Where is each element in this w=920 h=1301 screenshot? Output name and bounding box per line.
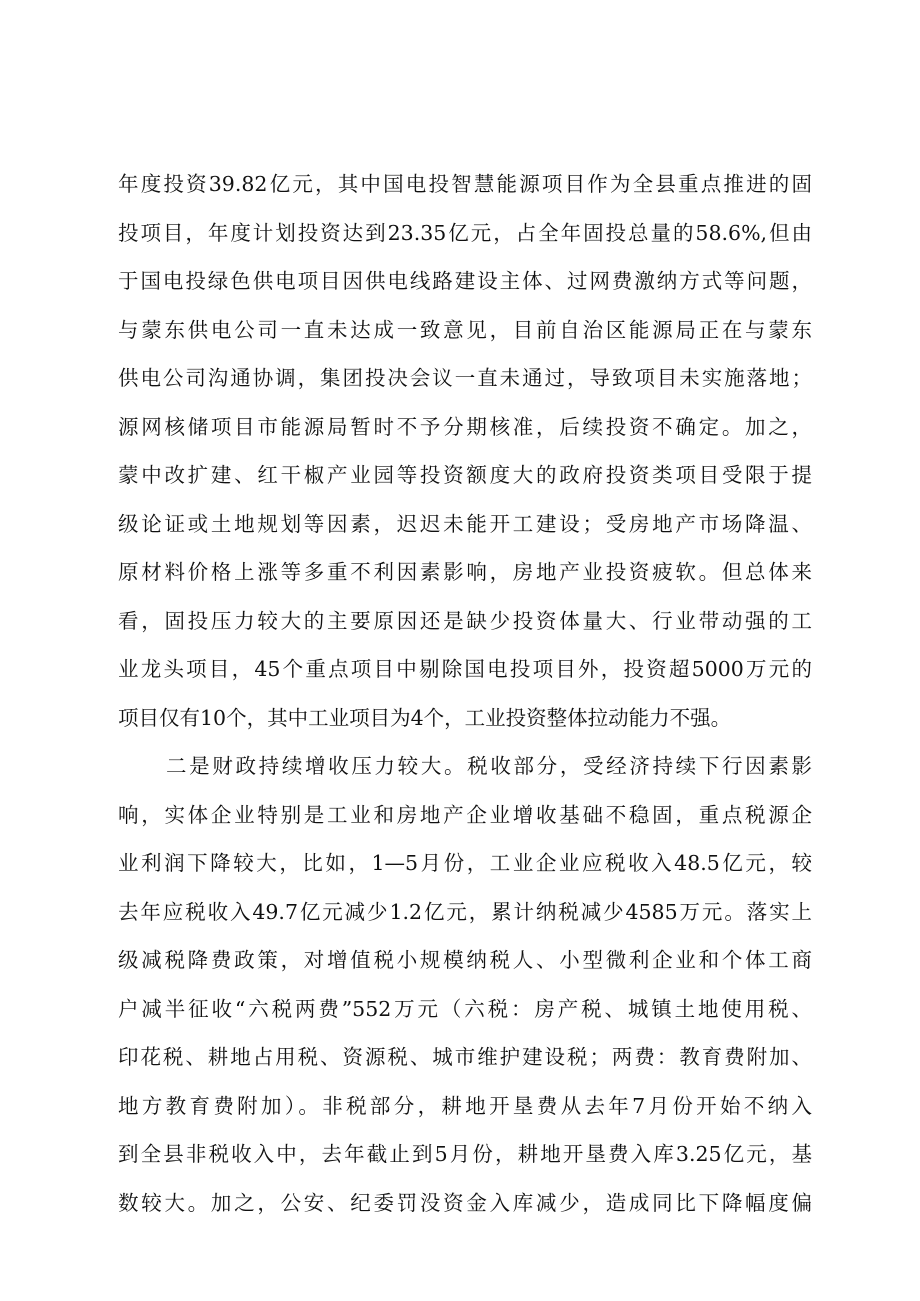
text-line: 项目仅有10个，其中工业项目为4个，工业投资整体拉动能力不强。 (118, 705, 732, 730)
text-line: 业龙头项目，45个重点项目中剔除国电投项目外，投资超5000万元的 (118, 657, 812, 681)
text-line: 原材料价格上涨等多重不利因素影响，房地产业投资疲软。但总体来 (118, 560, 812, 584)
text-line: 于国电投绿色供电项目因供电线路建设主体、过网费激纳方式等问题， (118, 269, 812, 293)
text-line: 印花税、耕地占用税、资源税、城市维护建设税；两费：教育费附加、 (118, 1045, 812, 1069)
text-line: 投项目，年度计划投资达到23.35亿元，占全年固投总量的58.6%,但由 (118, 220, 812, 245)
text-line: 级减税降费政策，对增值税小规模纳税人、小型微利企业和个体工商 (118, 948, 812, 972)
text-line: 二是财政持续增收压力较大。税收部分，受经济持续下行因素影 (166, 754, 812, 778)
text-line: 业利润下降较大，比如，1—5月份，工业企业应税收入48.5亿元，较 (118, 851, 812, 875)
text-line: 与蒙东供电公司一直未达成一致意见，目前自治区能源局正在与蒙东 (118, 317, 812, 342)
text-line: 级论证或土地规划等因素，迟迟未能开工建设；受房地产市场降温、 (118, 511, 812, 536)
text-line: 数较大。加之，公安、纪委罚没资金入库减少，造成同比下降幅度偏 (118, 1190, 812, 1215)
text-line: 地方教育费附加）。非税部分，耕地开垦费从去年7月份开始不纳入 (118, 1093, 812, 1118)
text-line: 源网核储项目市能源局暂时不予分期核准，后续投资不确定。加之， (118, 414, 812, 439)
text-line: 响，实体企业特别是工业和房地产企业增收基础不稳固，重点税源企 (118, 802, 812, 827)
text-line: 户减半征收“六税两费”552万元（六税：房产税、城镇土地使用税、 (118, 996, 812, 1021)
text-line: 年度投资39.82亿元，其中国电投智慧能源项目作为全县重点推进的固 (118, 172, 812, 196)
paragraph-investment (118, 160, 812, 742)
text-line: 看，固投压力较大的主要原因还是缺少投资体量大、行业带动强的工 (118, 608, 812, 633)
text-line: 到全县非税收入中，去年截止到5月份，耕地开垦费入库3.25亿元，基 (118, 1142, 812, 1166)
text-line: 去年应税收入49.7亿元减少1.2亿元，累计纳税减少4585万元。落实上 (118, 899, 812, 924)
paragraph-finance (118, 742, 812, 1227)
text-line: 供电公司沟通协调，集团投决会议一直未通过，导致项目未实施落地； (118, 366, 812, 390)
text-line: 蒙中改扩建、红干椒产业园等投资额度大的政府投资类项目受限于提 (118, 463, 812, 487)
